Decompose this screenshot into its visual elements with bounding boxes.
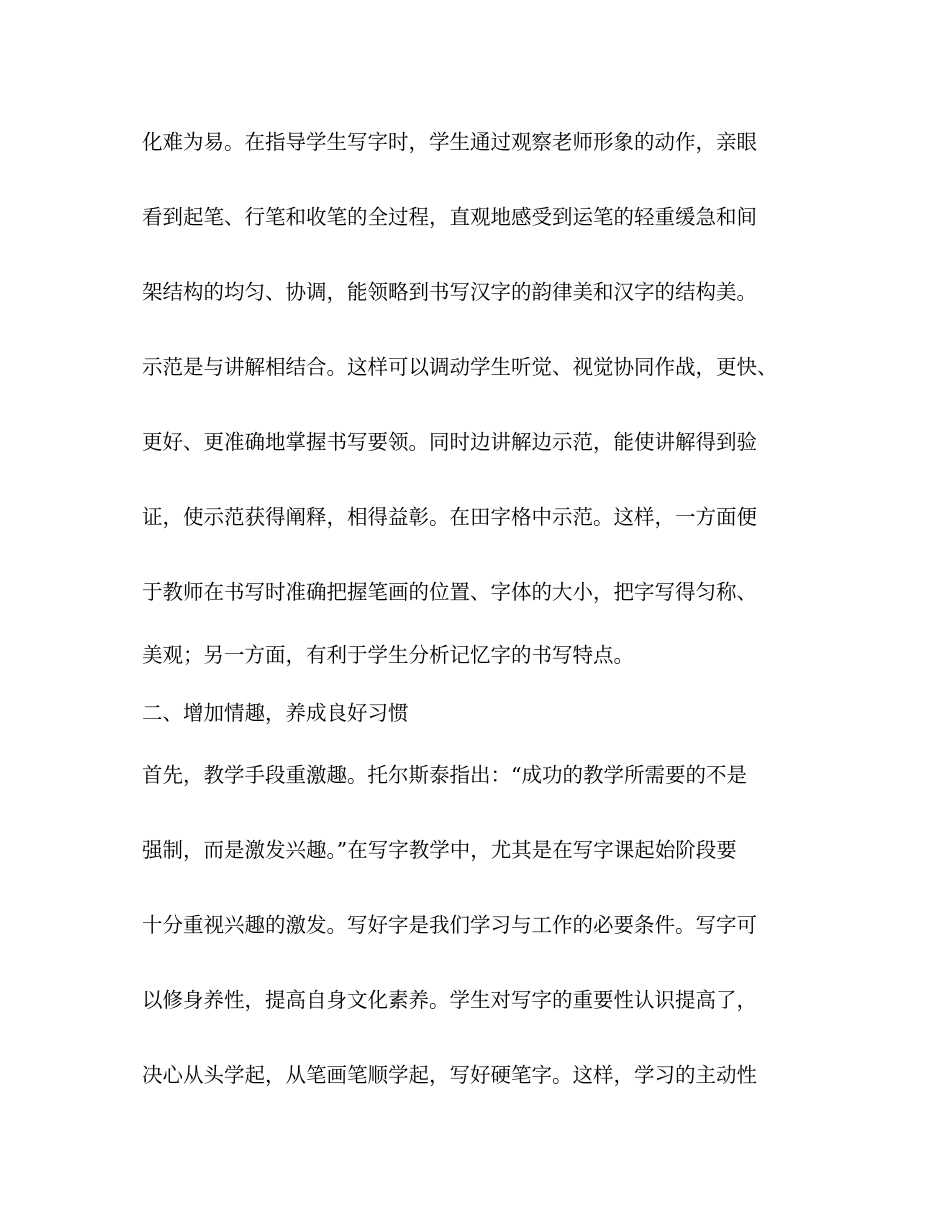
text-line: 首先，教学手段重激趣。托尔斯泰指出：“成功的教学所需要的不是 [142,763,747,787]
text-line: 示范是与讲解相结合。这样可以调动学生听觉、视觉协同作战，更快、 [142,355,778,379]
text-line: 决心从头学起，从笔画笔顺学起，写好硬笔字。这样，学习的主动性 [142,1063,757,1087]
text-line: 更好、更准确地掌握书写要领。同时边讲解边示范，能使讲解得到验 [142,430,757,454]
text-line: 看到起笔、行笔和收笔的全过程，直观地感受到运笔的轻重缓急和间 [142,205,757,229]
text-line: 强制，而是激发兴趣。”在写字教学中，尤其是在写字课起始阶段要 [142,838,737,862]
text-line: 十分重视兴趣的激发。写好字是我们学习与工作的必要条件。写字可 [142,913,757,937]
text-line: 证，使示范获得阐释，相得益彰。在田字格中示范。这样，一方面便 [142,505,757,529]
section-heading: 二、增加情趣，养成良好习惯 [142,701,409,725]
text-line: 以修身养性，提高自身文化素养。学生对写字的重要性认识提高了， [142,988,757,1012]
text-line: 架结构的均匀、协调，能领略到书写汉字的韵律美和汉字的结构美。 [142,280,757,304]
text-line: 于教师在书写时准确把握笔画的位置、字体的大小，把字写得匀称、 [142,580,757,604]
text-line: 美观；另一方面，有利于学生分析记忆字的书写特点。 [142,643,634,667]
text-line: 化难为易。在指导学生写字时，学生通过观察老师形象的动作，亲眼 [142,130,757,154]
